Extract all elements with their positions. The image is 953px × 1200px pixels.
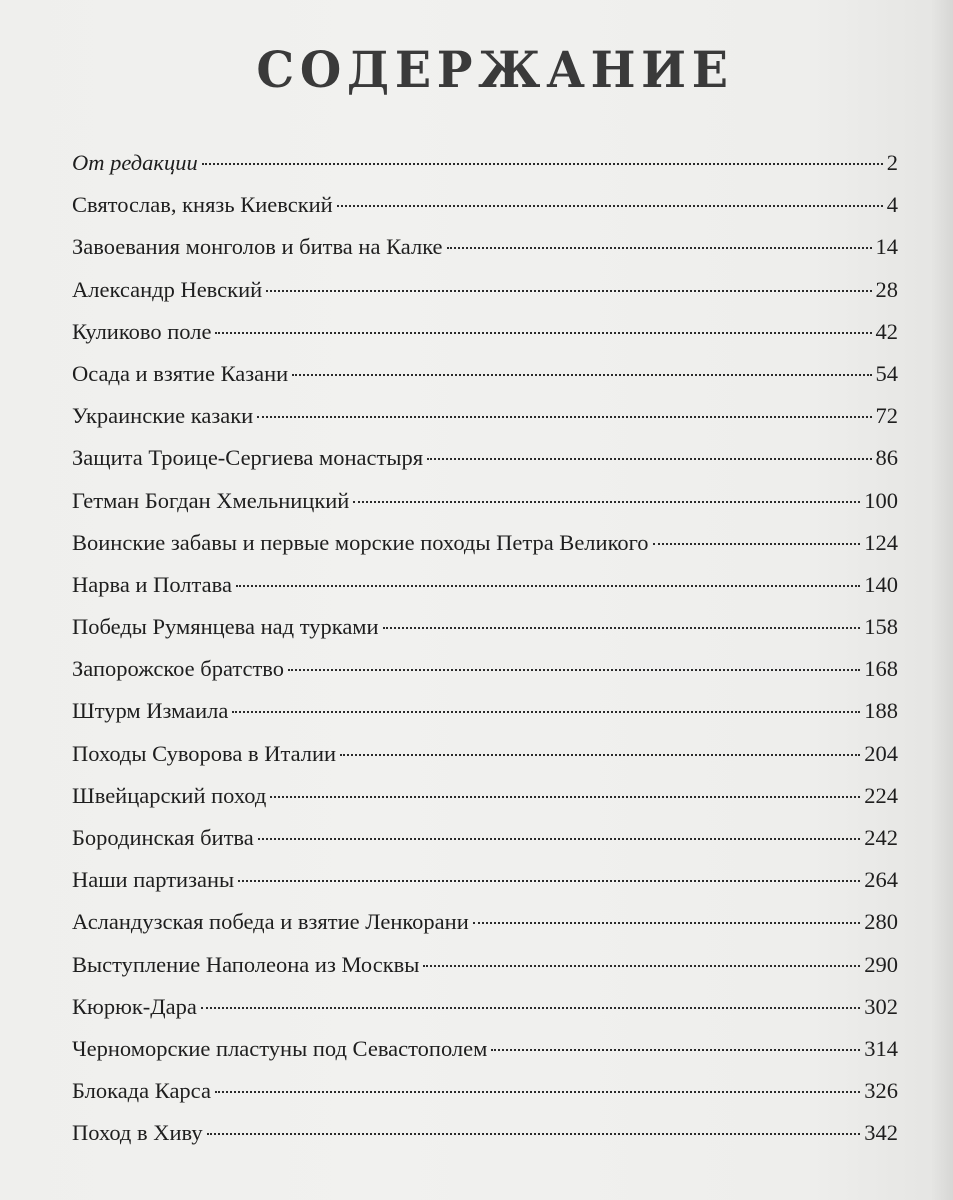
toc-entry <box>72 690 898 732</box>
dot-leader <box>215 1091 860 1093</box>
dot-leader <box>340 754 860 756</box>
dot-leader <box>292 374 871 376</box>
toc-entry <box>72 944 898 986</box>
toc-entry-page-number: 158 <box>864 614 898 640</box>
toc-entry-title: Завоевания монголов и битва на Калке <box>72 234 443 260</box>
toc-entry-title: От редакции <box>72 150 198 175</box>
page-title: СОДЕРЖАНИЕ <box>256 40 734 99</box>
dot-leader <box>202 163 883 165</box>
dot-leader <box>201 1007 860 1009</box>
toc-entry-page-number: 124 <box>864 529 898 555</box>
toc-entry-page-number: 86 <box>875 445 898 471</box>
toc-entry <box>72 606 898 648</box>
dot-leader <box>423 965 860 967</box>
toc-entry <box>72 226 898 268</box>
toc-entry-title: Украинские казаки <box>72 403 254 429</box>
dot-leader <box>427 458 871 460</box>
toc-entry-page-number: 224 <box>864 782 898 808</box>
toc-entry <box>72 1028 898 1070</box>
dot-leader <box>383 627 861 629</box>
toc-entry-page-number: 326 <box>864 1078 898 1104</box>
toc-entry <box>72 1112 898 1154</box>
dot-leader <box>236 585 860 587</box>
dot-leader <box>266 290 871 292</box>
toc-entry <box>72 775 898 817</box>
dot-leader <box>238 880 860 882</box>
toc-entry-title: Воинские забавы и первые морские походы Петра Великого <box>72 529 649 555</box>
dot-leader <box>653 543 861 545</box>
toc-entry <box>72 311 898 353</box>
toc-entry-title: Бородинская битва <box>72 825 254 850</box>
toc-entry <box>72 986 898 1028</box>
toc-entry <box>72 480 898 522</box>
toc-entry <box>72 733 898 775</box>
toc-entry-page-number: 302 <box>864 993 898 1019</box>
dot-leader <box>232 711 860 713</box>
toc-entry-page-number: 4 <box>886 192 898 218</box>
toc-entry-title: Черноморские пластуны под Севастополем <box>72 1035 488 1061</box>
toc-entry-page-number: 188 <box>864 698 898 724</box>
toc-entry-title: Наши партизаны <box>72 867 235 893</box>
toc-entry-title: Походы Суворова в Италии <box>72 740 337 766</box>
toc-entry <box>72 648 898 690</box>
page-edge-shadow <box>931 0 953 1200</box>
toc-entry <box>72 269 898 311</box>
toc-entry-title: Штурм Измаила <box>72 698 229 724</box>
toc-entry-title: Святослав, князь Киевский <box>72 192 333 218</box>
toc-entry-title: Швейцарский поход <box>72 782 267 808</box>
toc-entry <box>72 142 898 184</box>
toc-entry <box>72 859 898 901</box>
toc-entry-page-number: 290 <box>864 951 898 977</box>
dot-leader <box>270 796 860 798</box>
toc-entry <box>72 437 898 479</box>
dot-leader <box>215 332 871 334</box>
toc-entry-title: Запорожское братство <box>72 656 284 682</box>
toc-entry-page-number: 28 <box>875 276 898 302</box>
toc-entry-page-number: 42 <box>875 318 898 344</box>
toc-entry-page-number: 168 <box>864 656 898 682</box>
toc-entry-title: Гетман Богдан Хмельницкий <box>72 487 350 513</box>
toc-entry-title: Кюрюк-Дара <box>72 993 197 1019</box>
dot-leader <box>288 669 860 671</box>
toc-entry <box>72 564 898 606</box>
toc-entry <box>72 817 898 859</box>
toc-entry-page-number: 14 <box>875 234 898 260</box>
toc-entry-title: Выступление Наполеона из Москвы <box>72 951 420 977</box>
toc-entry-title: Александр Невский <box>72 276 263 302</box>
toc-entry-page-number: 72 <box>875 403 898 429</box>
dot-leader <box>473 922 861 924</box>
dot-leader <box>258 838 861 840</box>
toc-entry <box>72 901 898 943</box>
toc-entry-page-number: 264 <box>864 867 898 893</box>
toc-entry-page-number: 2 <box>886 150 898 175</box>
toc-entry-title: Победы Румянцева над турками <box>72 614 379 640</box>
toc-entry <box>72 353 898 395</box>
dot-leader <box>447 247 872 249</box>
dot-leader <box>353 501 860 503</box>
dot-leader <box>491 1049 860 1051</box>
table-of-contents <box>72 142 898 1155</box>
toc-entry-page-number: 242 <box>864 825 898 850</box>
dot-leader <box>337 205 883 207</box>
dot-leader <box>257 416 871 418</box>
toc-entry-page-number: 100 <box>864 487 898 513</box>
toc-entry-page-number: 342 <box>864 1120 898 1146</box>
toc-entry-title: Блокада Карса <box>72 1078 211 1104</box>
toc-entry-title: Поход в Хиву <box>72 1120 203 1146</box>
toc-entry-title: Осада и взятие Казани <box>72 360 289 386</box>
toc-entry-title: Куликово поле <box>72 318 212 344</box>
toc-entry-page-number: 140 <box>864 571 898 597</box>
toc-entry-title: Защита Троице-Сергиева монастыря <box>72 445 424 471</box>
toc-entry-page-number: 280 <box>864 909 898 935</box>
toc-entry <box>72 522 898 564</box>
toc-entry-page-number: 204 <box>864 740 898 766</box>
toc-entry <box>72 395 898 437</box>
dot-leader <box>207 1133 861 1135</box>
toc-entry <box>72 1070 898 1112</box>
toc-entry-page-number: 314 <box>864 1035 898 1061</box>
toc-entry-page-number: 54 <box>875 360 898 386</box>
toc-entry-title: Нарва и Полтава <box>72 571 232 597</box>
toc-entry-title: Асландузская победа и взятие Ленкорани <box>72 909 469 935</box>
toc-entry <box>72 184 898 226</box>
